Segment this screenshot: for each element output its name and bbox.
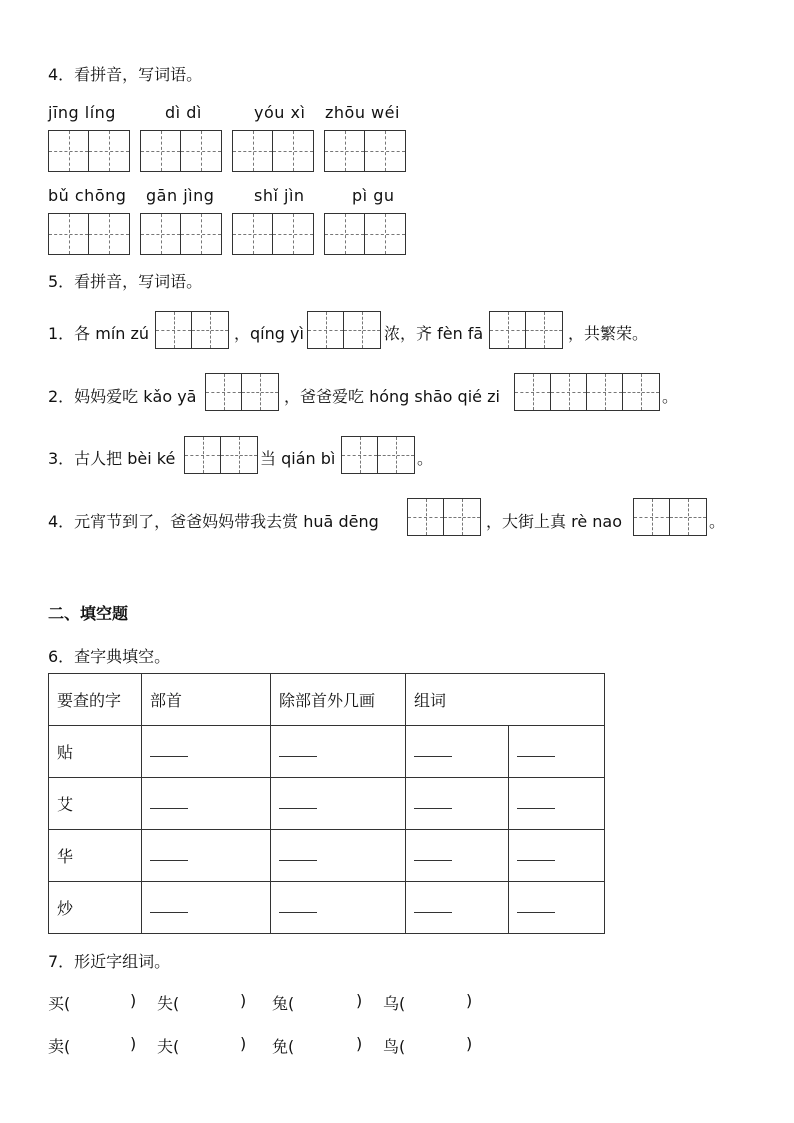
sentence-text: ，爸爸爱吃 hóng shāo qié zi (284, 387, 500, 406)
pair-paren[interactable]: ) (130, 991, 137, 1010)
pinyin-label: gān jìng (146, 186, 215, 205)
table-header: 组词 (406, 674, 605, 726)
writing-grid[interactable] (205, 373, 279, 411)
answer-blank[interactable] (271, 830, 406, 882)
answer-blank[interactable] (509, 778, 605, 830)
pinyin-label: shǐ jìn (254, 186, 305, 205)
writing-grid[interactable] (324, 213, 406, 255)
sentence-text: 浓，齐 fèn fā (384, 324, 484, 343)
answer-blank[interactable] (142, 726, 271, 778)
answer-blank[interactable] (509, 882, 605, 934)
writing-grid[interactable] (633, 498, 707, 536)
pair-paren[interactable]: ) (356, 1034, 363, 1053)
pair-paren[interactable]: ) (466, 991, 473, 1010)
pair-char: 兔( (272, 994, 295, 1013)
table-row (49, 778, 605, 830)
q4-title: 4．看拼音，写词语。 (48, 65, 203, 84)
table-cell-char: 华 (49, 830, 142, 882)
sentence-text: 1．各 mín zú (48, 324, 150, 343)
pair-char: 鸟( (383, 1037, 406, 1056)
table-row (49, 830, 605, 882)
sentence-text: 3．古人把 bèi ké (48, 449, 176, 468)
pair-char: 乌( (383, 994, 406, 1013)
writing-grid[interactable] (407, 498, 481, 536)
sentence-text: 4．元宵节到了，爸爸妈妈带我去赏 huā dēng (48, 512, 379, 531)
writing-grid[interactable] (489, 311, 563, 349)
answer-blank[interactable] (142, 882, 271, 934)
pair-char: 卖( (48, 1037, 71, 1056)
writing-grid[interactable] (514, 373, 660, 411)
answer-blank[interactable] (406, 830, 509, 882)
pair-paren[interactable]: ) (356, 991, 363, 1010)
sentence-text: 。 (709, 512, 726, 531)
table-header-row (49, 674, 605, 726)
section-title: 二、填空题 (48, 604, 129, 623)
q6-title: 6．查字典填空。 (48, 647, 171, 666)
writing-grid[interactable] (48, 213, 130, 255)
pinyin-label: zhōu wéi (325, 103, 400, 122)
writing-grid[interactable] (140, 213, 222, 255)
writing-grid[interactable] (324, 130, 406, 172)
q5-title: 5．看拼音，写词语。 (48, 272, 203, 291)
table-header: 部首 (142, 674, 271, 726)
sentence-text: ，大街上真 rè nao (486, 512, 622, 531)
answer-blank[interactable] (406, 778, 509, 830)
pair-paren[interactable]: ) (130, 1034, 137, 1053)
writing-grid[interactable] (232, 130, 314, 172)
pair-paren[interactable]: ) (240, 991, 247, 1010)
table-cell-char: 贴 (49, 726, 142, 778)
q7-title: 7．形近字组词。 (48, 952, 171, 971)
table-header: 要查的字 (49, 674, 142, 726)
pinyin-label: pì gu (352, 186, 395, 205)
answer-blank[interactable] (271, 726, 406, 778)
pair-char: 免( (272, 1037, 295, 1056)
pinyin-label: yóu xì (254, 103, 306, 122)
pair-char: 买( (48, 994, 71, 1013)
sentence-text: ，共繁荣。 (568, 324, 649, 343)
sentence-text: 当 qián bì (260, 449, 336, 468)
pair-char: 失( (157, 994, 180, 1013)
answer-blank[interactable] (271, 882, 406, 934)
dictionary-table (48, 673, 605, 934)
writing-grid[interactable] (48, 130, 130, 172)
writing-grid[interactable] (232, 213, 314, 255)
answer-blank[interactable] (509, 726, 605, 778)
sentence-text: 。 (417, 449, 434, 468)
table-row (49, 882, 605, 934)
table-header: 除部首外几画 (271, 674, 406, 726)
sentence-text: ，qíng yì (234, 324, 304, 343)
answer-blank[interactable] (271, 778, 406, 830)
writing-grid[interactable] (155, 311, 229, 349)
pinyin-label: bǔ chōng (48, 186, 127, 205)
pinyin-label: dì dì (165, 103, 202, 122)
writing-grid[interactable] (140, 130, 222, 172)
writing-grid[interactable] (184, 436, 258, 474)
pinyin-label: jīng líng (48, 103, 116, 122)
answer-blank[interactable] (142, 830, 271, 882)
table-cell-char: 炒 (49, 882, 142, 934)
sentence-text: 。 (662, 387, 679, 406)
pair-paren[interactable]: ) (466, 1034, 473, 1053)
answer-blank[interactable] (406, 726, 509, 778)
answer-blank[interactable] (509, 830, 605, 882)
writing-grid[interactable] (341, 436, 415, 474)
pair-paren[interactable]: ) (240, 1034, 247, 1053)
sentence-text: 2．妈妈爱吃 kǎo yā (48, 387, 197, 406)
table-row (49, 726, 605, 778)
answer-blank[interactable] (406, 882, 509, 934)
table-cell-char: 艾 (49, 778, 142, 830)
pair-char: 夫( (157, 1037, 180, 1056)
answer-blank[interactable] (142, 778, 271, 830)
writing-grid[interactable] (307, 311, 381, 349)
